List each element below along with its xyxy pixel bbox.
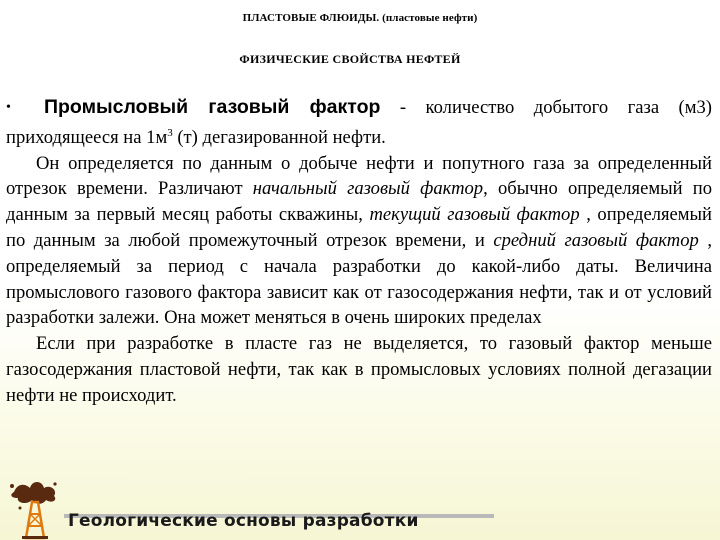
conclusion-paragraph: Если при разработке в пласте газ не выделяется, то газовый фактор меньше газосодержания пластовой нефти, так как в промысловых условиях полной дегазации нефти не происходит. <box>6 333 712 406</box>
definition-text-1: - количество добытого газа (м3) приходящееся на 1м <box>6 97 712 148</box>
footer-title: Геологические основы разработки <box>68 511 419 531</box>
definition-text-2: (т) дегазированной нефти. <box>172 126 386 148</box>
footer <box>0 470 720 540</box>
term-gas-factor: Промысловый газовый фактор <box>44 96 381 118</box>
bullet-marker: • <box>6 100 11 115</box>
explanation-text-2: , обычно определяемый по данным за первый месяц работы скважины, <box>6 178 712 226</box>
term-current-gas-factor: текущий газовый фактор <box>369 204 580 226</box>
body-text <box>6 95 712 409</box>
definition-paragraph <box>6 95 712 151</box>
oil-derrick-gusher-icon <box>8 478 60 540</box>
explanation-text-4: , определяемый за период с начала разработки до какой-либо даты. Величина промыслового газового фактора зависит как от газосодержания нефти, так и от условий разработки залежи. Она может меняться в очень широких пределах <box>6 229 712 329</box>
explanation-paragraph <box>6 151 712 332</box>
header-title: ПЛАСТОВЫЕ ФЛЮИДЫ. (пластовые нефти) <box>242 12 478 24</box>
term-average-gas-factor: средний газовый фактор <box>493 229 699 251</box>
explanation-text-3: , определяемый по данным за любой промежуточный отрезок времени, и <box>6 204 712 251</box>
definition-superscript: 3 <box>167 126 173 139</box>
section-subtitle: ФИЗИЧЕСКИЕ СВОЙСТВА НЕФТЕЙ <box>239 52 461 66</box>
term-initial-gas-factor: начальный газовый фактор <box>252 178 484 200</box>
explanation-text-1: Он определяется по данным о добыче нефти и попутного газа за определенный отрезок времени. Различают <box>6 152 712 200</box>
